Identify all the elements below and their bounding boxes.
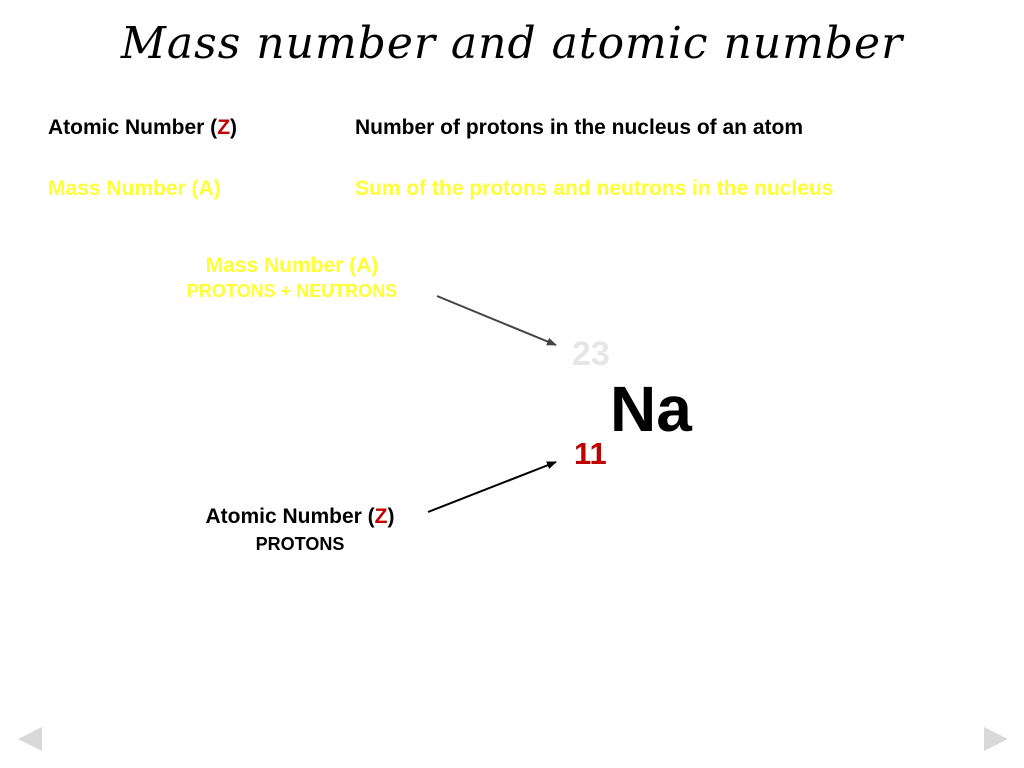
mass-label-line1: Mass Number (A) (205, 254, 379, 277)
element-symbol: Na (610, 373, 692, 445)
prev-slide-button[interactable] (15, 724, 45, 754)
mass-label-line2: PROTONS + NEUTRONS (186, 281, 398, 301)
atomic-term-symbol: Z (217, 116, 231, 139)
slide-title: Mass number and atomic number (120, 18, 904, 69)
right-triangle-icon (981, 724, 1011, 754)
atomic-label-prefix: Atomic Number ( (205, 505, 375, 528)
atomic-number-term (48, 116, 237, 140)
left-triangle-icon (15, 724, 45, 754)
atomic-term-prefix: Atomic Number ( (48, 116, 218, 139)
element-atomic-number: 11 (574, 436, 607, 471)
atomic-label-line2: PROTONS (255, 534, 345, 554)
atomic-label-line1 (160, 505, 440, 529)
mass-number-label (150, 254, 434, 302)
atomic-number-description: Number of protons in the nucleus of an atom (355, 116, 804, 139)
mass-number-arrow (437, 296, 556, 345)
atomic-label-suffix: ) (387, 505, 395, 528)
atomic-number-arrow (428, 462, 556, 512)
mass-number-term: Mass Number (A) (48, 177, 221, 200)
atomic-label-symbol: Z (374, 505, 388, 528)
next-slide-button[interactable] (981, 724, 1011, 754)
element-mass-number: 23 (572, 335, 610, 373)
mass-number-description: Sum of the protons and neutrons in the nucleus (355, 177, 834, 200)
atomic-number-label (160, 505, 440, 555)
atomic-term-suffix: ) (230, 116, 238, 139)
